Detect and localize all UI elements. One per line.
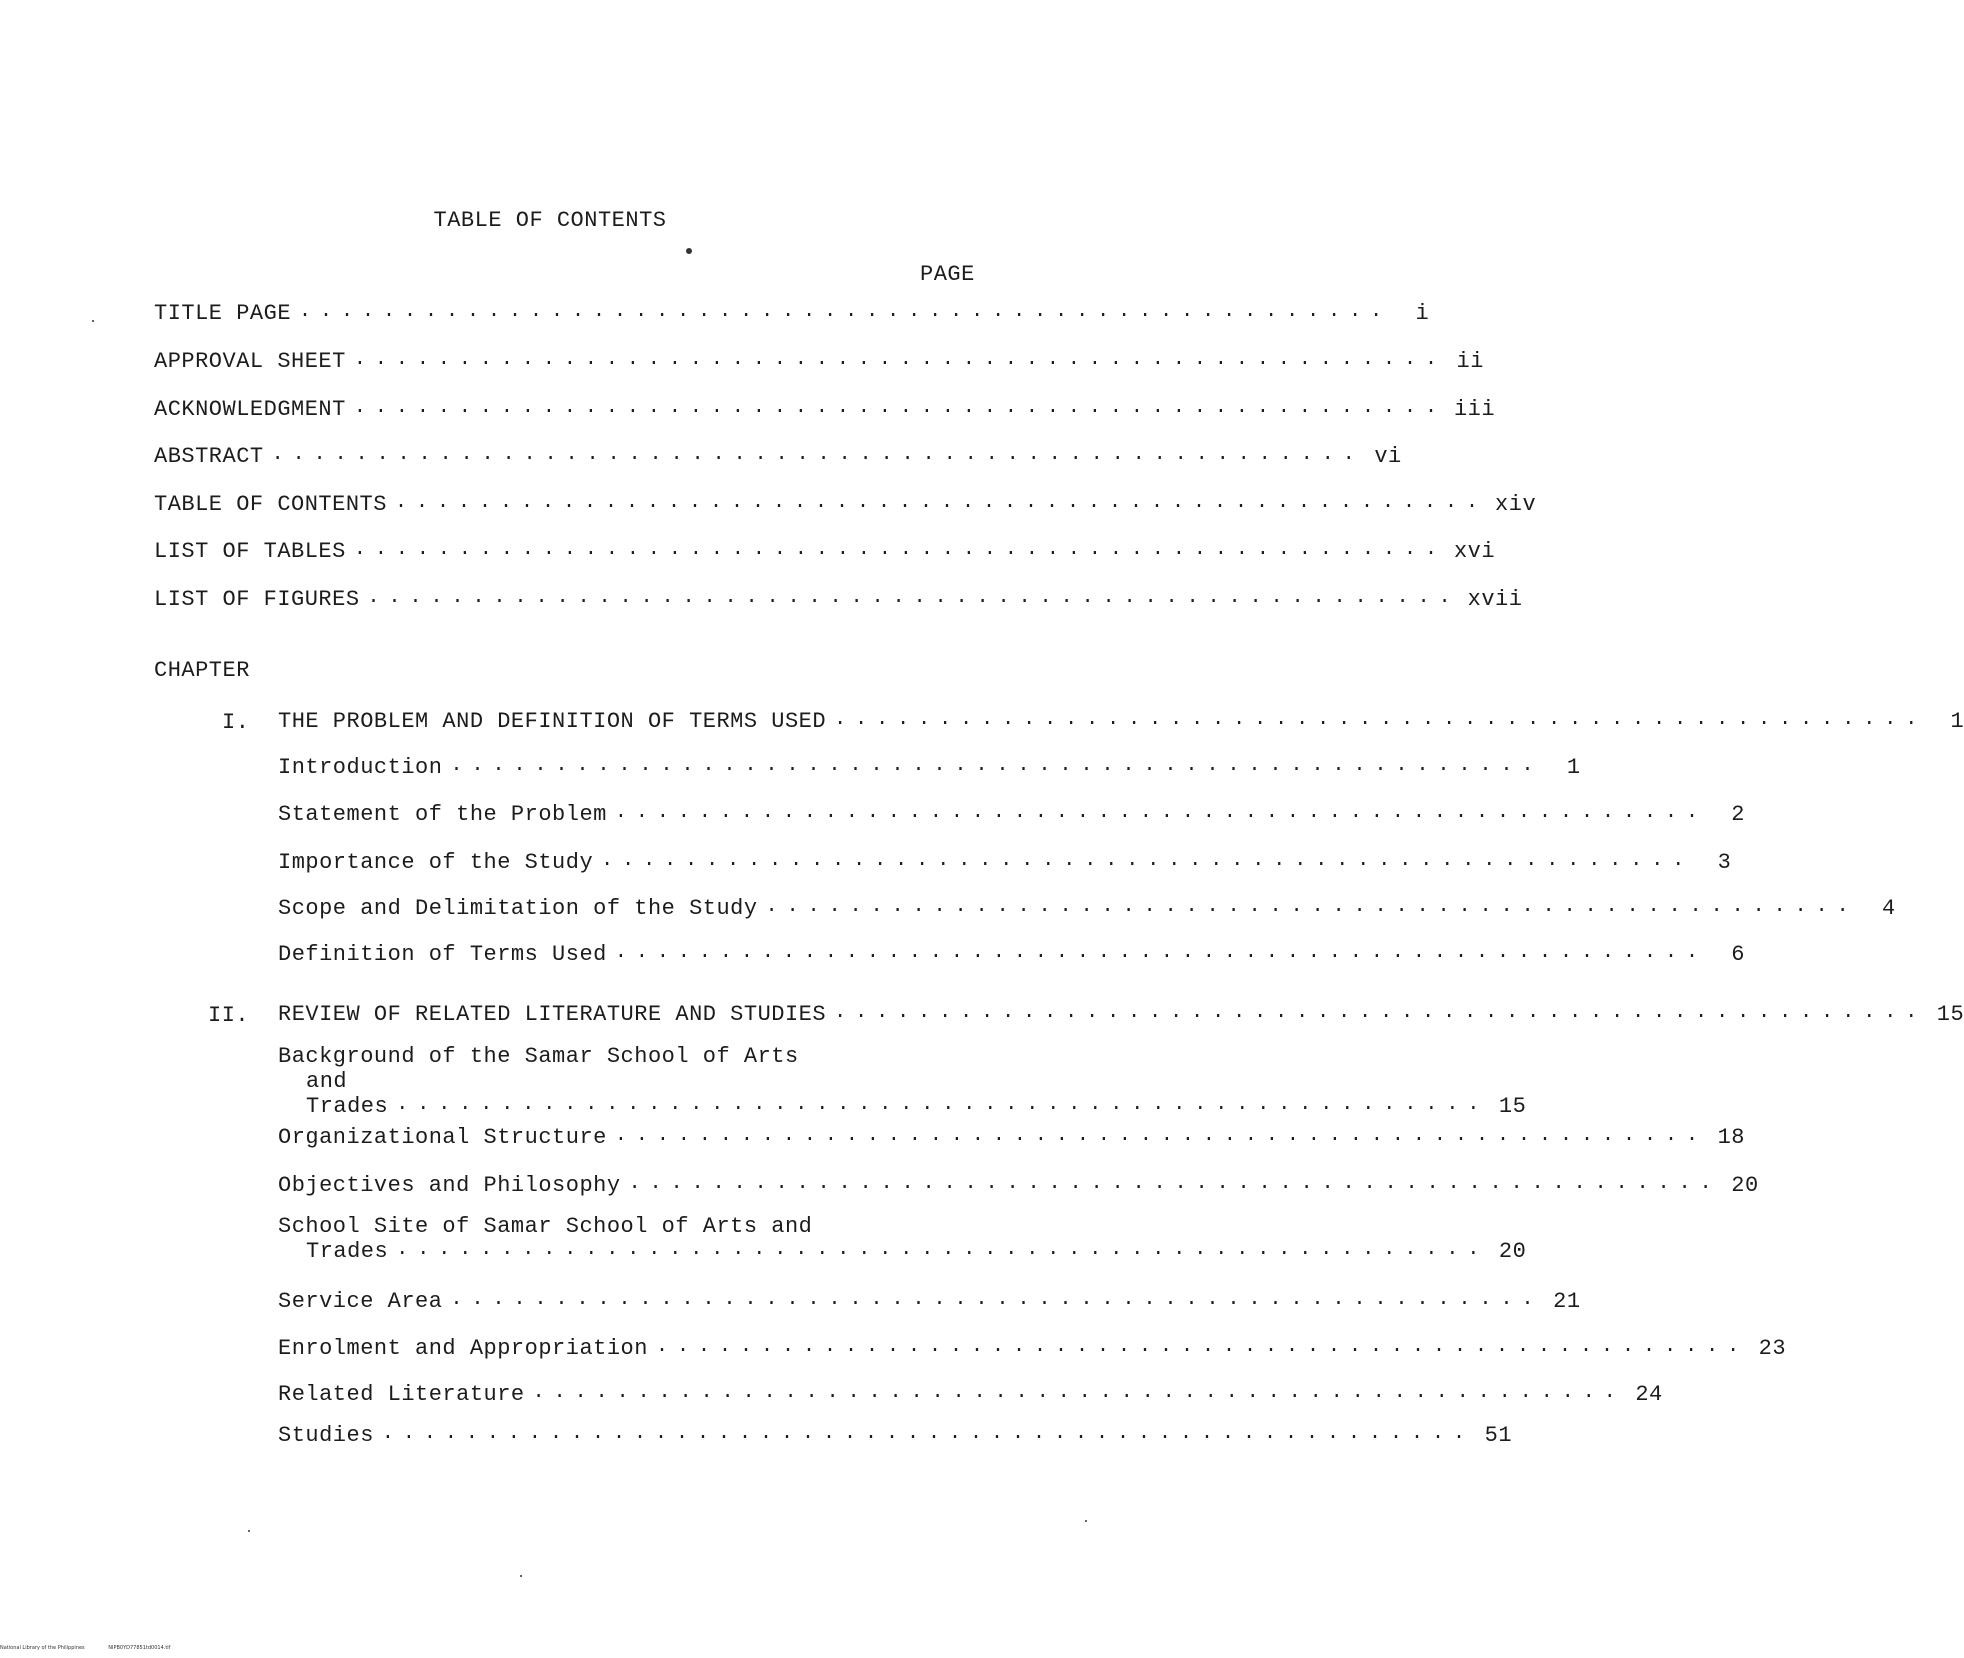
- toc-entry-objectives-and-philosophy[interactable]: [278, 1168, 1759, 1198]
- dot-leader: ....................................................: [353, 538, 1446, 561]
- toc-entry-list-of-figures[interactable]: [154, 582, 1523, 612]
- dot-leader: ....................................................: [396, 1093, 1489, 1116]
- dot-leader: ....................................................: [628, 1172, 1721, 1195]
- chapter-numeral: II.: [208, 1003, 250, 1028]
- toc-entry-page: 2: [1731, 802, 1745, 827]
- scan-footer: [0, 1645, 192, 1651]
- toc-entry-label: Studies: [278, 1423, 374, 1448]
- toc-entry-label: Statement of the Problem: [278, 802, 607, 827]
- toc-entry-page: 3: [1717, 850, 1732, 875]
- dot-leader: ....................................................: [394, 491, 1488, 514]
- toc-entry-label: Importance of the Study: [278, 850, 594, 875]
- toc-entry-studies[interactable]: [278, 1418, 1513, 1448]
- dot-leader: ....................................................: [299, 300, 1392, 323]
- toc-entry-label: Definition of Terms Used: [278, 942, 607, 967]
- toc-entry-background[interactable]: [278, 1044, 1527, 1119]
- toc-entry-page: xvii: [1467, 587, 1523, 612]
- dot-leader: ....................................................: [381, 1422, 1475, 1445]
- dot-leader: ....................................................: [614, 801, 1707, 824]
- scan-speck: [1085, 1520, 1087, 1522]
- toc-entry-page: 20: [1731, 1173, 1759, 1198]
- toc-entry-label: LIST OF FIGURES: [154, 587, 360, 612]
- dot-leader: ....................................................: [834, 1001, 1927, 1024]
- toc-entry-abstract[interactable]: [154, 439, 1402, 469]
- toc-entry-label: Objectives and Philosophy: [278, 1173, 621, 1198]
- toc-entry-page: 4: [1881, 896, 1896, 921]
- scan-speck: [248, 1530, 250, 1532]
- toc-entry-label-line1: School Site of Samar School of Arts and: [278, 1214, 813, 1239]
- dot-leader: ....................................................: [353, 348, 1446, 371]
- page-column-heading: PAGE: [920, 262, 975, 287]
- toc-entry-label: ABSTRACT: [154, 444, 264, 469]
- toc-entry-page: iii: [1453, 397, 1496, 422]
- toc-entry-label: TITLE PAGE: [154, 301, 292, 326]
- toc-entry-page: i: [1415, 301, 1430, 326]
- dot-leader: ....................................................: [601, 849, 1694, 872]
- toc-entry-scope-and-delimitation[interactable]: [278, 891, 1896, 921]
- dot-leader: ....................................................: [367, 586, 1460, 609]
- dot-leader: ....................................................: [450, 754, 1543, 777]
- toc-entry-page: 23: [1758, 1336, 1787, 1361]
- dot-leader: ....................................................: [765, 895, 1858, 918]
- toc-entry-label-line1: Background of the Samar School of Arts: [278, 1044, 799, 1069]
- toc-entry-introduction[interactable]: [278, 750, 1581, 780]
- toc-entry-label-line2: and Trades: [306, 1069, 389, 1119]
- toc-entry-related-literature[interactable]: [278, 1377, 1663, 1407]
- toc-entry-label: THE PROBLEM AND DEFINITION OF TERMS USED: [278, 709, 827, 734]
- toc-entry-label: LIST OF TABLES: [154, 539, 346, 564]
- toc-entry-page: 21: [1553, 1289, 1581, 1314]
- toc-entry-label: Organizational Structure: [278, 1125, 607, 1150]
- toc-entry-list-of-tables[interactable]: [154, 534, 1496, 564]
- toc-entry-enrolment-and-appropriation[interactable]: [278, 1331, 1787, 1361]
- toc-entry-title-page[interactable]: [154, 296, 1430, 326]
- chapter-heading: CHAPTER: [154, 658, 250, 683]
- toc-entry-page: 1: [1566, 755, 1581, 780]
- chapter-numeral: I.: [222, 710, 250, 735]
- toc-entry-label: REVIEW OF RELATED LITERATURE AND STUDIES: [278, 1002, 827, 1027]
- toc-entry-label: Service Area: [278, 1289, 443, 1314]
- toc-entry-acknowledgment[interactable]: [154, 392, 1496, 422]
- toc-entry-page: 18: [1717, 1125, 1745, 1150]
- toc-entry-page: xiv: [1495, 492, 1537, 517]
- toc-entry-page: 6: [1731, 942, 1745, 967]
- toc-entry-service-area[interactable]: [278, 1284, 1581, 1314]
- toc-entry-page: 20: [1498, 1239, 1527, 1264]
- footer-library: National Library of the Philippines: [0, 1645, 85, 1651]
- toc-entry-statement-of-problem[interactable]: [278, 797, 1745, 827]
- toc-entry-chapter-1[interactable]: [278, 704, 1964, 734]
- dot-leader: ....................................................: [353, 396, 1446, 419]
- scan-speck: [686, 248, 692, 254]
- toc-entry-page: ii: [1456, 349, 1484, 374]
- dot-leader: ....................................................: [655, 1335, 1749, 1358]
- footer-file-id: NIPB0YD77851td0014.tif: [108, 1645, 171, 1651]
- toc-entry-label: Scope and Delimitation of the Study: [278, 896, 758, 921]
- toc-entry-label: TABLE OF CONTENTS: [154, 492, 387, 517]
- toc-entry-page: 24: [1635, 1382, 1663, 1407]
- toc-entry-label: Related Literature: [278, 1382, 525, 1407]
- toc-entry-page: 1: [1950, 709, 1964, 734]
- toc-entry-importance-of-study[interactable]: [278, 845, 1732, 875]
- toc-entry-page: 15: [1936, 1002, 1964, 1027]
- toc-entry-approval-sheet[interactable]: [154, 344, 1484, 374]
- toc-entry-label: Introduction: [278, 755, 443, 780]
- dot-leader: ....................................................: [614, 1124, 1707, 1147]
- toc-entry-page: 51: [1484, 1423, 1513, 1448]
- dot-leader: ....................................................: [450, 1288, 1543, 1311]
- toc-entry-organizational-structure[interactable]: [278, 1120, 1745, 1150]
- scan-speck: [520, 1575, 522, 1577]
- dot-leader: ....................................................: [614, 941, 1707, 964]
- page-title: TABLE OF CONTENTS: [433, 208, 667, 233]
- toc-entry-page: 15: [1498, 1094, 1527, 1119]
- toc-entry-definition-of-terms[interactable]: [278, 937, 1745, 967]
- toc-entry-page: xvi: [1453, 539, 1496, 564]
- toc-entry-chapter-2[interactable]: [278, 997, 1964, 1027]
- dot-leader: ....................................................: [532, 1381, 1625, 1404]
- dot-leader: ....................................................: [396, 1238, 1489, 1261]
- toc-entry-label-line2: Trades: [306, 1239, 389, 1264]
- toc-entry-label: ACKNOWLEDGMENT: [154, 397, 346, 422]
- toc-entry-table-of-contents[interactable]: [154, 487, 1537, 517]
- dot-leader: ....................................................: [834, 708, 1927, 731]
- dot-leader: ....................................................: [271, 443, 1364, 466]
- toc-entry-school-site[interactable]: [278, 1214, 1527, 1264]
- toc-entry-page: vi: [1374, 444, 1402, 469]
- scan-speck: [92, 320, 94, 322]
- toc-entry-label: APPROVAL SHEET: [154, 349, 346, 374]
- toc-entry-label: Enrolment and Appropriation: [278, 1336, 648, 1361]
